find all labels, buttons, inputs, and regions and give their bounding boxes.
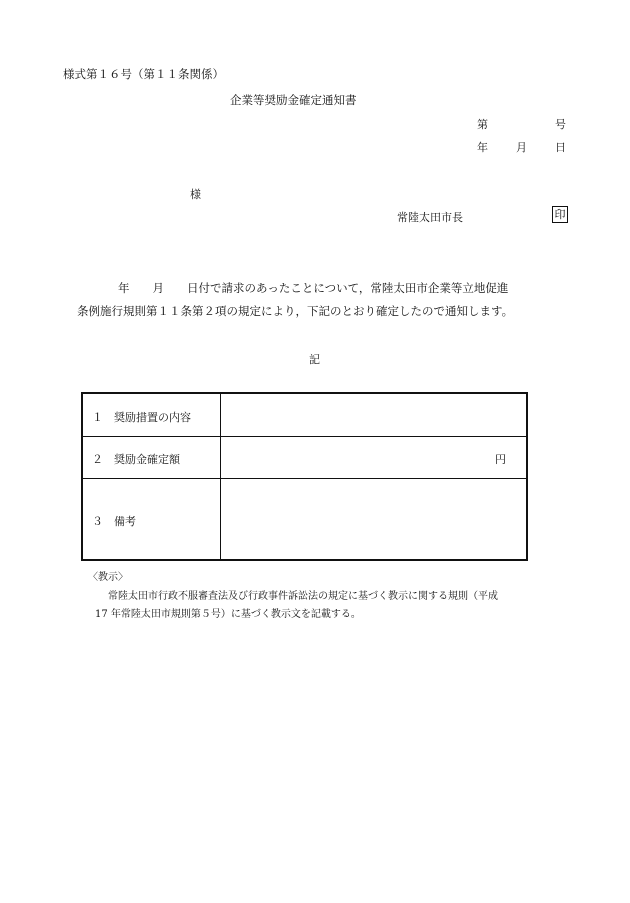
notice-text-line-1: 常陸太田市行政不服審査法及び行政事件訴訟法の規定に基づく教示に関する規則（平成 — [108, 591, 498, 602]
notice-text-line-2: 17 年常陸太田市規則第５号）に基づく教示文を記載する。 — [95, 609, 361, 620]
row-label: １ 奨励措置の内容 — [92, 411, 191, 424]
column-divider — [220, 436, 221, 478]
column-divider — [220, 478, 221, 559]
details-table — [81, 392, 528, 561]
row-value-yen-unit: 円 — [495, 453, 506, 466]
table-row — [83, 478, 526, 559]
date-day-label: 日 — [555, 141, 566, 154]
form-number: 様式第１６号（第１１条関係） — [63, 67, 224, 81]
document-number-suffix: 号 — [555, 118, 566, 131]
table-row — [83, 436, 526, 479]
body-text-line-2: 条例施行規則第１１条第２項の規定により，下記のとおり確定したので通知します。 — [77, 304, 514, 318]
table-row — [83, 394, 526, 437]
date-year-label: 年 — [477, 141, 488, 154]
row-label: ２ 奨励金確定額 — [92, 453, 180, 466]
seal-mark: 印 — [552, 206, 568, 223]
date-month-label: 月 — [516, 141, 527, 154]
row-label: ３ 備考 — [92, 515, 136, 528]
ki-heading: 記 — [309, 353, 320, 366]
addressee-honorific: 様 — [190, 188, 201, 201]
body-text-line-1: 年 月 日付で請求のあったことについて，常陸太田市企業等立地促進 — [118, 281, 509, 295]
document-title: 企業等奨励金確定通知書 — [230, 93, 357, 107]
document-number-label: 第 — [477, 118, 488, 131]
column-divider — [220, 394, 221, 436]
issuer-name: 常陸太田市長 — [397, 211, 463, 224]
notice-heading: 〈教示〉 — [88, 572, 128, 583]
